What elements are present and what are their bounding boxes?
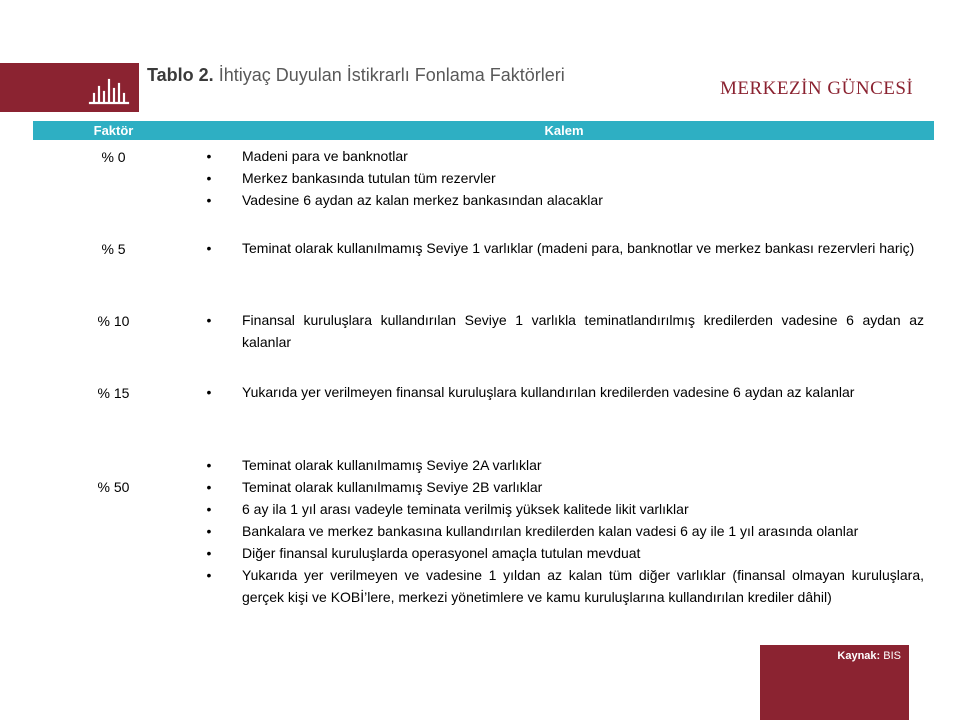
factor-cell: % 0 (101, 149, 126, 165)
list-item (203, 564, 924, 608)
factor-cell: % 5 (101, 241, 126, 257)
item-text: Merkez bankasında tutulan tüm rezervler (242, 170, 496, 186)
item-text: Teminat olarak kullanılmamış Seviye 2B varlıklar (242, 479, 543, 495)
item-text: 6 ay ila 1 yıl arası vadeyle teminata verilmiş yüksek kalitede likit varlıklar (242, 501, 689, 517)
item-list (203, 309, 924, 353)
bullet-icon: • (206, 567, 212, 583)
list-item (203, 237, 924, 259)
factor-cell: % 10 (97, 313, 130, 329)
list-item (203, 454, 924, 476)
item-list (203, 454, 924, 608)
item-list (203, 381, 924, 403)
list-item (203, 309, 924, 353)
list-item (203, 381, 924, 403)
page-title (147, 64, 627, 87)
title-text: İhtiyaç Duyulan İstikrarlı Fonlama Faktörleri (213, 65, 565, 85)
item-text: Bankalara ve merkez bankasına kullandırılan kredilerden kalan vadesi 6 ay ile 1 yıl arasında olanlar (242, 523, 859, 539)
list-item (203, 189, 924, 211)
source-note (837, 650, 901, 662)
bullet-icon: • (206, 192, 212, 208)
bullet-icon: • (206, 312, 212, 328)
bullet-icon: • (206, 523, 212, 539)
item-list (203, 237, 924, 259)
item-text: Finansal kuruluşlara kullandırılan Seviye 1 varlıkla teminatlandırılmış kredilerden vadesine 6 aydan az kalanlar (242, 312, 924, 350)
list-item (203, 167, 924, 189)
item-text: Vadesine 6 aydan az kalan merkez bankasından alacaklar (242, 192, 603, 208)
source-box (760, 645, 909, 720)
bullet-icon: • (206, 148, 212, 164)
list-item (203, 542, 924, 564)
list-item (203, 520, 924, 542)
title-label: Tablo 2. (147, 65, 214, 85)
item-list (203, 145, 924, 211)
column-header-item: Kalem (544, 123, 584, 138)
column-header-factor: Faktör (93, 123, 134, 138)
list-item (203, 498, 924, 520)
item-text: Yukarıda yer verilmeyen finansal kuruluşlara kullandırılan kredilerden vadesine 6 aydan az kalanlar (242, 384, 855, 400)
item-text: Teminat olarak kullanılmamış Seviye 2A varlıklar (242, 457, 542, 473)
list-item (203, 476, 924, 498)
bullet-icon: • (206, 501, 212, 517)
bullet-icon: • (206, 384, 212, 400)
bullet-icon: • (206, 240, 212, 256)
source-label: Kaynak: (837, 650, 881, 662)
table-header (33, 121, 934, 140)
brand-logo-text: MERKEZİN GÜNCESİ (720, 78, 914, 99)
list-item (203, 145, 924, 167)
item-text: Diğer finansal kuruluşlarda operasyonel amaçla tutulan mevduat (242, 545, 641, 561)
item-text: Yukarıda yer verilmeyen ve vadesine 1 yıldan az kalan tüm diğer varlıklar (finansal olmayan kuruluşlara, gerçek kişi ve KOBİ’lere, merkezi yönetimlere ve kamu kuruluşlarına kullandırılan krediler dâhil) (242, 567, 924, 605)
bullet-icon: • (206, 479, 212, 495)
bullet-icon: • (206, 545, 212, 561)
bullet-icon: • (206, 170, 212, 186)
factor-cell: % 15 (97, 385, 130, 401)
item-text: Madeni para ve banknotlar (242, 148, 408, 164)
factor-cell: % 50 (97, 479, 130, 495)
source-value: BIS (880, 650, 901, 662)
item-text: Teminat olarak kullanılmamış Seviye 1 varlıklar (madeni para, banknotlar ve merkez bankası rezervleri hariç) (242, 240, 915, 256)
bar-chart-icon (88, 75, 130, 105)
bullet-icon: • (206, 457, 212, 473)
